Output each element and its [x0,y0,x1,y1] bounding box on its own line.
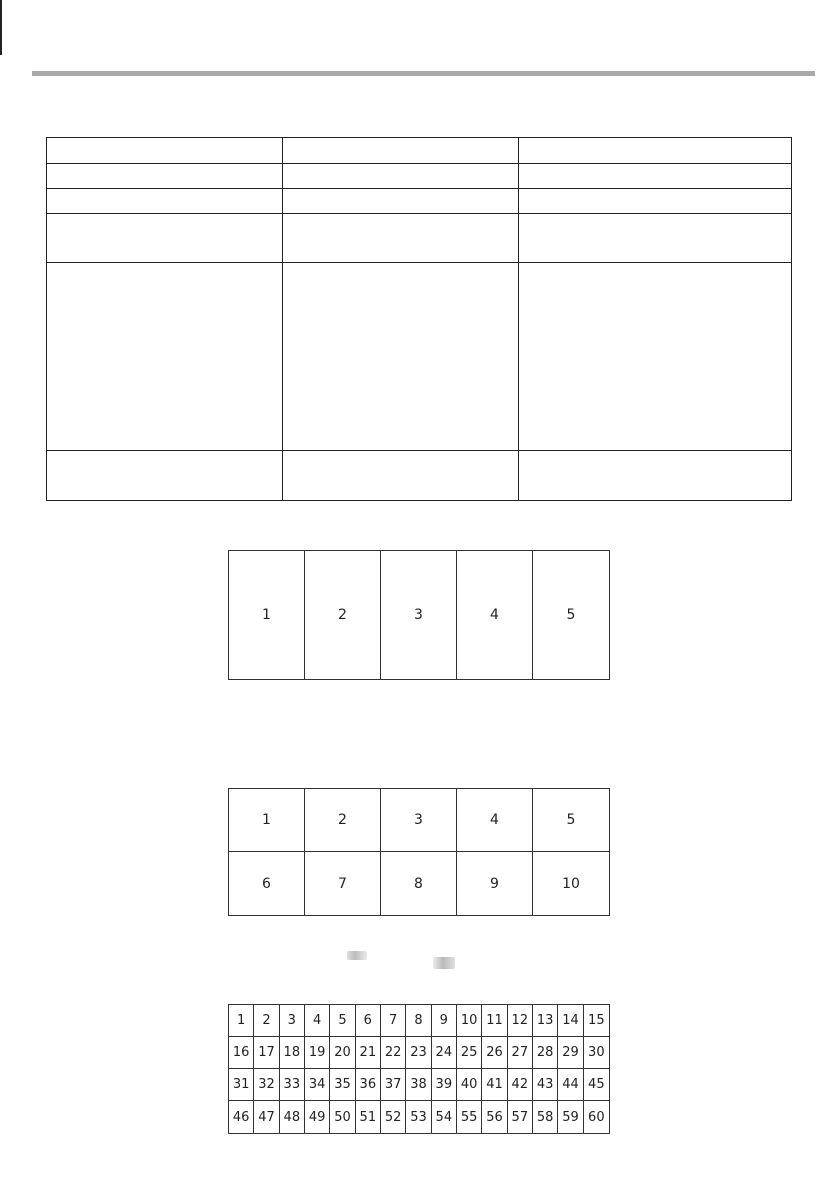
zone-cell: 10 [562,875,580,892]
zone-cell: 37 [381,1069,406,1101]
zone-cell: 4 [457,551,533,679]
zone-cell: 46 [229,1101,254,1133]
zone-cell: 28 [533,1037,558,1069]
table-cell [283,164,519,189]
zone-cell: 56 [482,1101,507,1133]
zone-cell: 5 [566,607,576,623]
zone-cell: 57 [508,1101,533,1133]
table-cell [47,189,283,214]
zone-cell: 55 [457,1101,482,1133]
zone-cell: 6 [356,1005,381,1037]
zone-cell: 31 [229,1069,254,1101]
zone-cell: 44 [558,1069,583,1101]
table-row [47,214,792,263]
zone-cell: 9 [432,1005,457,1037]
zone-cell: 59 [558,1101,583,1133]
zone-cell: 18 [280,1037,305,1069]
zone-cell: 20 [330,1037,355,1069]
zone-cell: 21 [356,1037,381,1069]
zone-cell: 32 [254,1069,279,1101]
zone-cell: 12 [508,1005,533,1037]
zone-cell: 1 [229,789,305,852]
table-row [47,138,792,164]
figure-10-zones [228,788,610,916]
table-cell [519,451,792,501]
zone-cell: 8 [406,1005,431,1037]
zone-cell: 22 [381,1037,406,1069]
zone-cell: 48 [280,1101,305,1133]
zone-cell: 53 [406,1101,431,1133]
zone-cell: 13 [533,1005,558,1037]
zone-cell: 29 [558,1037,583,1069]
header-rule [32,71,815,76]
zone-cell: 39 [432,1069,457,1101]
zone-cell: 42 [508,1069,533,1101]
table-cell [47,263,283,451]
zone-cell: 1 [229,1005,254,1037]
table-cell [47,164,283,189]
zone-cell: 17 [254,1037,279,1069]
zone-cell: 26 [482,1037,507,1069]
table-cell [283,214,519,263]
zone-cell: 2 [254,1005,279,1037]
zone-cell: 16 [229,1037,254,1069]
zone-cell: 25 [457,1037,482,1069]
table-cell [519,214,792,263]
zone-cell: 15 [584,1005,609,1037]
zone-cell: 3 [280,1005,305,1037]
table-cell [283,138,519,164]
zone-cell: 4 [457,789,533,852]
table-cell [283,189,519,214]
zone-cell: 5 [533,789,609,852]
zone-cell: 49 [305,1101,330,1133]
zone-cell: 7 [381,1005,406,1037]
zone-cell: 11 [482,1005,507,1037]
zone-cell: 54 [432,1101,457,1133]
crop-mark-right [0,0,2,55]
zone-cell: 38 [406,1069,431,1101]
table-row [47,164,792,189]
zone-cell: 60 [588,1109,605,1125]
zone-cell: 14 [558,1005,583,1037]
zone-cell: 47 [254,1101,279,1133]
table-cell [283,451,519,501]
table-cell [283,263,519,451]
zone-cell: 41 [482,1069,507,1101]
table-cell [47,138,283,164]
table-row [47,263,792,451]
table-cell [47,451,283,501]
zone-cell: 23 [406,1037,431,1069]
zone-cell: 10 [457,1005,482,1037]
zone-cell: 19 [305,1037,330,1069]
figure-60-zones [228,1004,610,1134]
zone-cell: 50 [330,1101,355,1133]
zone-cell: 33 [280,1069,305,1101]
zone-cell: 2 [305,551,381,679]
spec-table [46,137,792,501]
zone-cell: 51 [356,1101,381,1133]
zone-cell: 4 [305,1005,330,1037]
zone-cell: 35 [330,1069,355,1101]
zone-cell: 7 [305,852,381,915]
table-cell [519,164,792,189]
zone-cell: 2 [305,789,381,852]
table-row [47,451,792,501]
zone-cell: 40 [457,1069,482,1101]
table-cell [519,263,792,451]
table-cell [519,189,792,214]
zone-cell: 30 [584,1037,609,1069]
zone-cell: 5 [330,1005,355,1037]
figure-5-zones [228,550,610,680]
blurred-symbol [433,957,455,969]
table-row [47,189,792,214]
zone-cell: 45 [584,1069,609,1101]
zone-cell: 52 [381,1101,406,1133]
zone-cell: 9 [457,852,533,915]
zone-cell: 27 [508,1037,533,1069]
zone-cell: 36 [356,1069,381,1101]
blurred-symbol [347,951,367,960]
table-cell [519,138,792,164]
zone-cell: 1 [229,551,305,679]
zone-cell: 34 [305,1069,330,1101]
zone-cell: 58 [533,1101,558,1133]
zone-cell: 3 [381,789,457,852]
table-cell [47,214,283,263]
zone-cell: 24 [432,1037,457,1069]
zone-cell: 6 [229,852,305,915]
zone-cell: 43 [533,1069,558,1101]
zone-cell: 8 [381,852,457,915]
zone-cell: 3 [381,551,457,679]
